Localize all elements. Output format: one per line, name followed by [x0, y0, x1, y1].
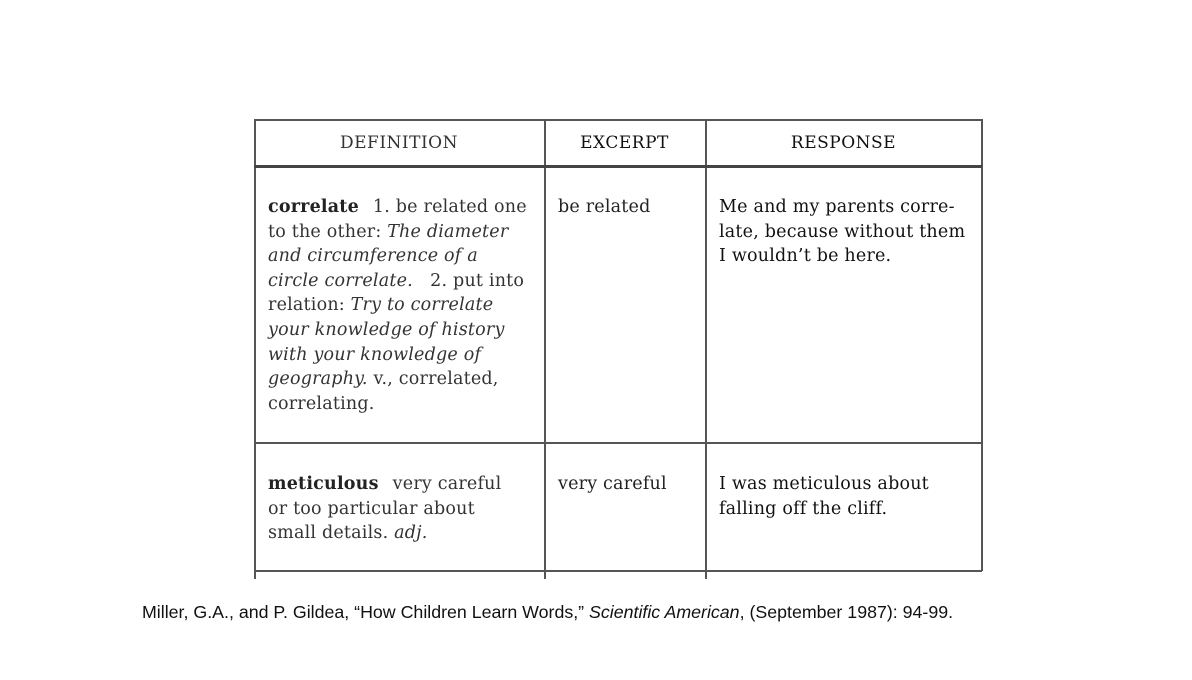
definition-text: correlating.: [268, 393, 375, 414]
definition-line: [268, 521, 538, 546]
header-divider: [254, 165, 982, 168]
definition-line: [268, 367, 538, 392]
definition-line: [268, 269, 538, 294]
citation-journal: Scientific American: [589, 602, 740, 622]
definition-text: adj.: [394, 523, 428, 544]
header-response: RESPONSE: [790, 133, 897, 153]
definition-line: [268, 220, 538, 245]
definition-text: circle correlate.: [268, 270, 413, 291]
row-divider: [254, 442, 982, 444]
definition-cell: [268, 472, 538, 546]
table-border-right: [981, 119, 983, 571]
response-line: Me and my parents corre-: [719, 197, 955, 217]
definition-text: The diameter: [387, 221, 509, 242]
definition-text: Try to correlate: [350, 295, 494, 316]
response-cell: [719, 195, 974, 269]
citation-details: , (September 1987): 94-99.: [739, 602, 954, 622]
definition-line: [268, 244, 538, 269]
column-divider-1: [544, 119, 546, 579]
definition-text: with your knowledge of: [268, 344, 482, 365]
response-line: I wouldn’t be here.: [719, 246, 892, 267]
header-excerpt: EXCERPT: [580, 133, 669, 153]
column-divider-2: [705, 119, 707, 579]
definition-text: v., correlated,: [367, 369, 499, 390]
response-line: I was meticulous about: [719, 474, 929, 494]
definition-line: [268, 392, 538, 417]
citation-authors: Miller, G.A., and P. Gildea, “How Children Learn Words,”: [142, 602, 590, 622]
header-definition: DEFINITION: [339, 133, 458, 153]
definition-text: your knowledge of history: [268, 319, 505, 340]
response-line: late, because without them: [719, 221, 966, 242]
definition-text: geography.: [268, 369, 368, 390]
definition-text: 1. be related one: [372, 197, 527, 217]
excerpt-cell: be related: [558, 197, 651, 217]
term: correlate: [268, 197, 359, 217]
response-cell: [719, 472, 974, 521]
definition-text: 2. put into: [412, 270, 525, 291]
term: meticulous: [268, 474, 379, 494]
definition-line: [268, 472, 538, 497]
definition-text: very careful: [392, 474, 502, 494]
definition-line: [268, 318, 538, 343]
response-line: falling off the cliff.: [719, 498, 888, 519]
definition-text: or too particular about: [268, 498, 475, 519]
definition-text: to the other:: [268, 221, 388, 242]
definition-line: [268, 293, 538, 318]
table-border-bottom: [254, 570, 982, 572]
citation: [142, 602, 953, 623]
definition-text: small details.: [268, 523, 395, 544]
definition-text: and circumference of a: [268, 246, 478, 267]
definition-text: relation:: [268, 295, 351, 316]
table-border-left: [254, 119, 256, 579]
vocabulary-table: [254, 119, 982, 579]
excerpt-cell: very careful: [558, 474, 667, 494]
table-border-top: [254, 119, 982, 121]
definition-line: [268, 343, 538, 368]
definition-line: [268, 195, 538, 220]
definition-cell: [268, 195, 538, 416]
definition-line: [268, 497, 538, 522]
